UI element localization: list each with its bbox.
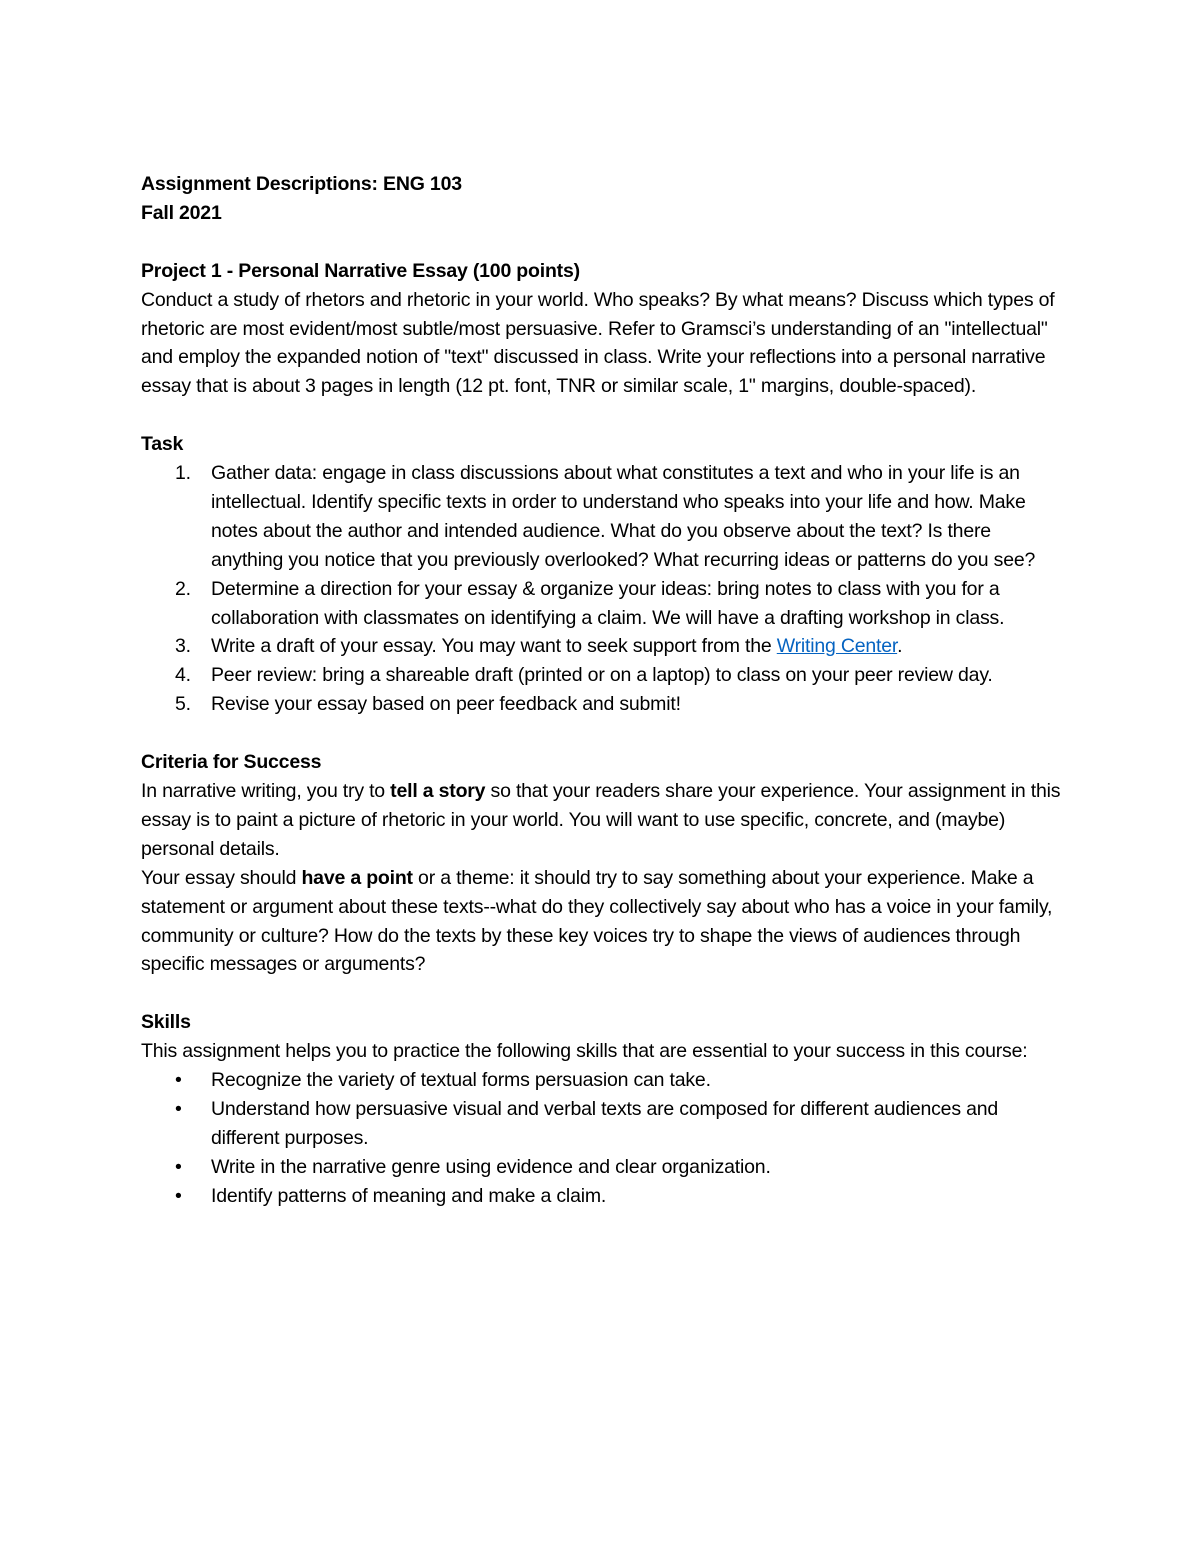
- bullet-icon: •: [175, 1097, 182, 1120]
- bullet-icon: •: [175, 1069, 182, 1092]
- task-item-number: 5.: [175, 693, 191, 716]
- skills-item: [141, 1182, 1071, 1211]
- skills-item-text: Recognize the variety of textual forms persuasion can take.: [211, 1069, 711, 1092]
- bullet-icon: •: [175, 1155, 182, 1178]
- task-item-text-end: .: [897, 635, 903, 658]
- skills-intro: This assignment helps you to practice the following skills that are essential to your success in this course:: [141, 1040, 1028, 1063]
- task-heading: Task: [141, 433, 184, 456]
- task-item-text: Determine a direction for your essay & organize your ideas: bring notes to class with you for a collaboration with classmates on identifying a claim. We will have a drafting workshop in class.: [211, 577, 1005, 629]
- task-item-1: [141, 459, 1071, 575]
- skills-item-text: Understand how persuasive visual and verbal texts are composed for different audiences and different purposes.: [211, 1097, 999, 1149]
- criteria-heading: Criteria for Success: [141, 751, 322, 774]
- criteria-text: or a theme: it should try to say something about your experience. Make a statement or argument about these texts--what do they collectively say about who has a voice in your family, community or culture? How do the texts by these key voices try to shape the views of audiences through specific messages or arguments?: [141, 866, 1053, 976]
- skills-heading: Skills: [141, 1011, 191, 1034]
- bullet-icon: •: [175, 1184, 182, 1207]
- document-page: [141, 170, 1071, 1211]
- task-item-4: [141, 661, 1071, 690]
- criteria-text: so that your readers share your experience. Your assignment in this essay is to paint a picture of rhetoric in your world. You will want to use specific, concrete, and (maybe) personal details.: [141, 779, 1061, 860]
- criteria-paragraph-1: [141, 777, 1071, 864]
- document-term: Fall 2021: [141, 201, 222, 224]
- skills-list: [141, 1066, 1071, 1211]
- spacer: [141, 401, 1071, 430]
- skills-item-text: Identify patterns of meaning and make a claim.: [211, 1184, 607, 1207]
- task-item-3: [141, 632, 1071, 661]
- task-item-number: 1.: [175, 462, 191, 485]
- task-item-number: 2.: [175, 577, 191, 600]
- project-description: Conduct a study of rhetors and rhetoric in your world. Who speaks? By what means? Discuss which types of rhetoric are most evident/most subtle/most persuasive. Refer to Gramsci’s understanding of an "intellectual" and employ the expanded notion of "text" discussed in class. Write your reflections into a personal narrative essay that is about 3 pages in length (12 pt. font, TNR or similar scale, 1" margins, double-spaced).: [141, 288, 1055, 398]
- spacer: [141, 719, 1071, 748]
- writing-center-link[interactable]: Writing Center: [776, 635, 898, 658]
- task-item-5: [141, 690, 1071, 719]
- task-item-number: 4.: [175, 664, 191, 687]
- task-item-text: Write a draft of your essay. You may want to seek support from the: [211, 635, 777, 658]
- skills-item: [141, 1095, 1071, 1153]
- project-heading: Project 1 - Personal Narrative Essay (100 points): [141, 259, 580, 282]
- task-item-text: Peer review: bring a shareable draft (printed or on a laptop) to class on your peer review day.: [211, 664, 993, 687]
- criteria-paragraph-2: [141, 864, 1071, 980]
- skills-item-text: Write in the narrative genre using evidence and clear organization.: [211, 1155, 771, 1178]
- criteria-emphasis: tell a story: [390, 779, 486, 802]
- document-title: Assignment Descriptions: ENG 103: [141, 173, 462, 195]
- task-item-text: Gather data: engage in class discussions about what constitutes a text and who in your life is an intellectual. Identify specific texts in order to understand who speaks into your life and how. Make notes about the author and intended audience. What do you observe about the text? Is there anything you notice that you previously overlooked? What recurring ideas or patterns do you see?: [211, 462, 1036, 571]
- spacer: [141, 979, 1071, 1008]
- spacer: [141, 228, 1071, 257]
- task-item-2: [141, 575, 1071, 633]
- task-list: [141, 459, 1071, 719]
- criteria-text: In narrative writing, you try to: [141, 779, 391, 802]
- task-item-text: Revise your essay based on peer feedback and submit!: [211, 693, 681, 716]
- skills-item: [141, 1153, 1071, 1182]
- task-item-number: 3.: [175, 635, 191, 658]
- criteria-text: Your essay should: [141, 866, 302, 889]
- criteria-emphasis: have a point: [301, 866, 413, 889]
- skills-item: [141, 1066, 1071, 1095]
